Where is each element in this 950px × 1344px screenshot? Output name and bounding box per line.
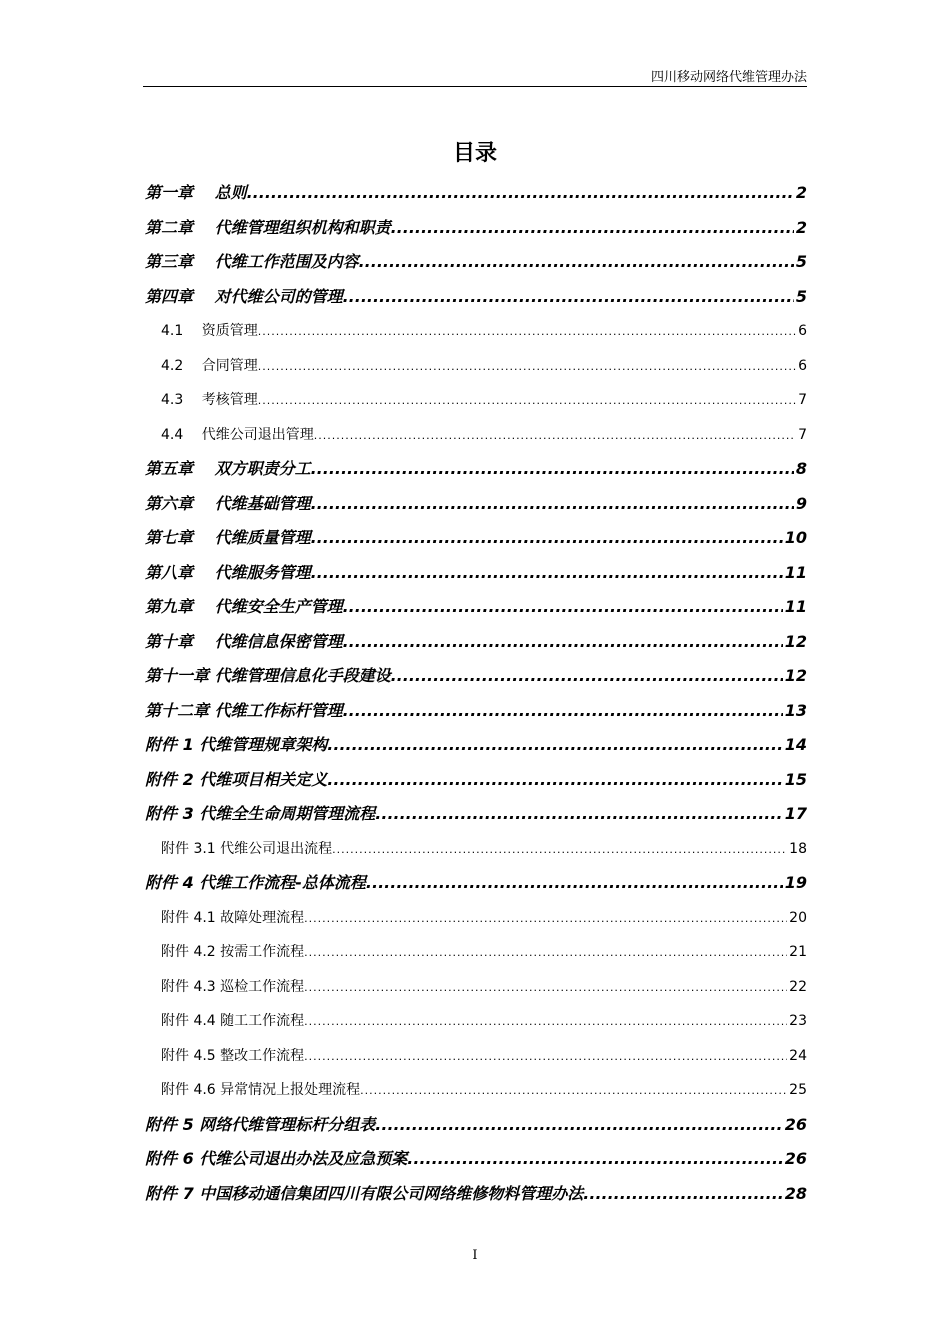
toc-leader-dots (258, 315, 796, 350)
toc-entry-title: 第八章 代维服务管理 (145, 562, 311, 582)
toc-entry-page: 22 (789, 978, 807, 995)
toc-leader-dots (343, 694, 783, 729)
toc-entry-title: 第二章 代维管理组织机构和职责 (145, 217, 391, 237)
toc-entry-title: 附件 4.5 整改工作流程 (161, 1047, 305, 1064)
toc-entry-title: 第一章 总则 (145, 183, 247, 202)
toc-entry[interactable] (145, 1073, 807, 1108)
toc-entry[interactable] (145, 176, 807, 211)
toc-entry[interactable] (145, 728, 807, 763)
toc-entry[interactable] (145, 970, 807, 1005)
toc-entry-page: 18 (789, 840, 807, 857)
toc-entry-page: 11 (784, 562, 807, 582)
toc-leader-dots (343, 590, 783, 625)
toc-entry[interactable] (145, 556, 807, 591)
toc-entry-page: 2 (795, 183, 807, 202)
toc-entry[interactable] (145, 901, 807, 936)
toc-entry-title: 第十一章 代维管理信息化手段建设 (145, 666, 391, 685)
toc-leader-dots (258, 350, 796, 385)
toc-entry-page: 12 (784, 666, 807, 685)
toc-leader-dots (311, 452, 794, 487)
toc-entry-title: 第六章 代维基础管理 (145, 493, 311, 513)
toc-entry[interactable] (145, 211, 807, 246)
toc-entry-title: 附件 7 中国移动通信集团四川有限公司网络维修物料管理办法 (145, 1183, 584, 1203)
toc-entry-page: 11 (784, 597, 807, 616)
toc-leader-dots (359, 245, 794, 280)
toc-entry-title: 4.2 合同管理 (161, 357, 258, 374)
table-of-contents (145, 176, 807, 1211)
toc-entry[interactable] (145, 659, 807, 694)
toc-entry-title: 4.1 资质管理 (161, 323, 258, 339)
toc-entry-title: 附件 2 代维项目相关定义 (145, 769, 328, 789)
toc-entry[interactable] (145, 418, 807, 453)
toc-entry[interactable] (145, 1108, 807, 1143)
toc-entry-title: 附件 4 代维工作流程-总体流程 (145, 873, 366, 892)
toc-entry[interactable] (145, 935, 807, 970)
toc-entry-page: 28 (784, 1183, 807, 1203)
toc-entry-title: 附件 4.4 随工工作流程 (161, 1013, 305, 1029)
toc-entry-page: 17 (784, 804, 807, 823)
toc-leader-dots (304, 971, 787, 1006)
toc-entry-page: 20 (789, 909, 807, 926)
toc-leader-dots (304, 936, 787, 971)
page-header: 四川移动网络代维管理办法 (650, 70, 807, 85)
toc-leader-dots (258, 384, 796, 419)
toc-leader-dots (304, 902, 787, 937)
toc-leader-dots (360, 1074, 787, 1109)
toc-entry[interactable] (145, 832, 807, 867)
toc-entry-page: 25 (789, 1082, 807, 1098)
toc-entry[interactable] (145, 349, 807, 384)
toc-entry[interactable] (145, 694, 807, 729)
toc-entry-page: 9 (795, 493, 807, 513)
toc-entry[interactable] (145, 1177, 807, 1212)
toc-entry[interactable] (145, 245, 807, 280)
toc-entry[interactable] (145, 797, 807, 832)
toc-entry[interactable] (145, 590, 807, 625)
toc-entry-title: 附件 4.3 巡检工作流程 (161, 978, 305, 995)
toc-entry-page: 14 (784, 735, 807, 754)
toc-entry-title: 附件 3.1 代维公司退出流程 (161, 840, 333, 857)
toc-entry-page: 12 (784, 631, 807, 651)
toc-entry-title: 第十二章 代维工作标杆管理 (145, 700, 343, 720)
toc-entry-title: 第三章 代维工作范围及内容 (145, 252, 359, 271)
toc-leader-dots (391, 211, 794, 246)
toc-entry-page: 6 (798, 357, 807, 374)
toc-leader-dots (327, 728, 782, 763)
toc-entry[interactable] (145, 487, 807, 522)
toc-entry-page: 26 (784, 1149, 807, 1168)
toc-entry[interactable] (145, 1142, 807, 1177)
toc-entry[interactable] (145, 314, 807, 349)
toc-leader-dots (304, 1040, 787, 1075)
toc-leader-dots (311, 487, 794, 522)
toc-entry-title: 第五章 双方职责分工 (145, 459, 311, 478)
toc-entry-title: 4.3 考核管理 (161, 392, 258, 408)
toc-leader-dots (391, 659, 783, 694)
toc-leader-dots (375, 1108, 782, 1143)
toc-entry-page: 19 (784, 873, 807, 892)
toc-entry[interactable] (145, 763, 807, 798)
toc-entry-title: 附件 6 代维公司退出办法及应急预案 (145, 1149, 408, 1168)
page-number: I (472, 1248, 478, 1263)
toc-entry-page: 8 (795, 459, 807, 478)
toc-entry-page: 23 (789, 1013, 807, 1029)
toc-entry-page: 15 (784, 769, 807, 789)
toc-entry[interactable] (145, 383, 807, 418)
toc-entry-page: 26 (784, 1114, 807, 1134)
toc-leader-dots (407, 1142, 782, 1177)
toc-entry-page: 7 (798, 392, 807, 408)
toc-entry[interactable] (145, 280, 807, 315)
toc-leader-dots (343, 280, 794, 315)
toc-entry-page: 5 (795, 286, 807, 306)
toc-leader-dots (314, 419, 796, 454)
toc-leader-dots (583, 1177, 782, 1212)
toc-entry-title: 第七章 代维质量管理 (145, 528, 311, 547)
toc-entry-page: 2 (795, 217, 807, 237)
toc-entry-page: 6 (798, 323, 807, 339)
toc-entry[interactable] (145, 625, 807, 660)
toc-entry-title: 第四章 对代维公司的管理 (145, 286, 343, 306)
toc-entry-page: 24 (789, 1047, 807, 1064)
toc-entry-title: 附件 4.1 故障处理流程 (161, 909, 305, 926)
toc-entry-title: 附件 4.6 异常情况上报处理流程 (161, 1082, 361, 1098)
toc-entry-title: 附件 3 代维全生命周期管理流程 (145, 804, 376, 823)
toc-leader-dots (247, 176, 794, 211)
toc-entry-page: 21 (789, 944, 807, 960)
toc-entry-page: 7 (798, 426, 807, 443)
toc-leader-dots (375, 797, 782, 832)
toc-entry-title: 附件 4.2 按需工作流程 (161, 944, 305, 960)
toc-entry-title: 附件 1 代维管理规章架构 (145, 735, 328, 754)
toc-leader-dots (311, 521, 783, 556)
toc-leader-dots (311, 556, 783, 591)
toc-entry-page: 13 (784, 700, 807, 720)
toc-title: 目录 (452, 141, 497, 166)
toc-leader-dots (366, 866, 783, 901)
toc-leader-dots (304, 1005, 787, 1040)
toc-entry[interactable] (145, 866, 807, 901)
toc-entry[interactable] (145, 452, 807, 487)
toc-leader-dots (343, 625, 783, 660)
toc-entry-title: 第十章 代维信息保密管理 (145, 631, 343, 651)
toc-entry[interactable] (145, 521, 807, 556)
toc-entry-title: 4.4 代维公司退出管理 (161, 426, 314, 443)
toc-leader-dots (327, 763, 782, 798)
toc-leader-dots (332, 833, 787, 868)
header-rule (143, 86, 807, 87)
toc-entry-page: 5 (795, 252, 807, 271)
toc-entry[interactable] (145, 1004, 807, 1039)
toc-entry-title: 附件 5 网络代维管理标杆分组表 (145, 1114, 376, 1134)
toc-entry[interactable] (145, 1039, 807, 1074)
toc-entry-page: 10 (784, 528, 807, 547)
toc-entry-title: 第九章 代维安全生产管理 (145, 597, 343, 616)
